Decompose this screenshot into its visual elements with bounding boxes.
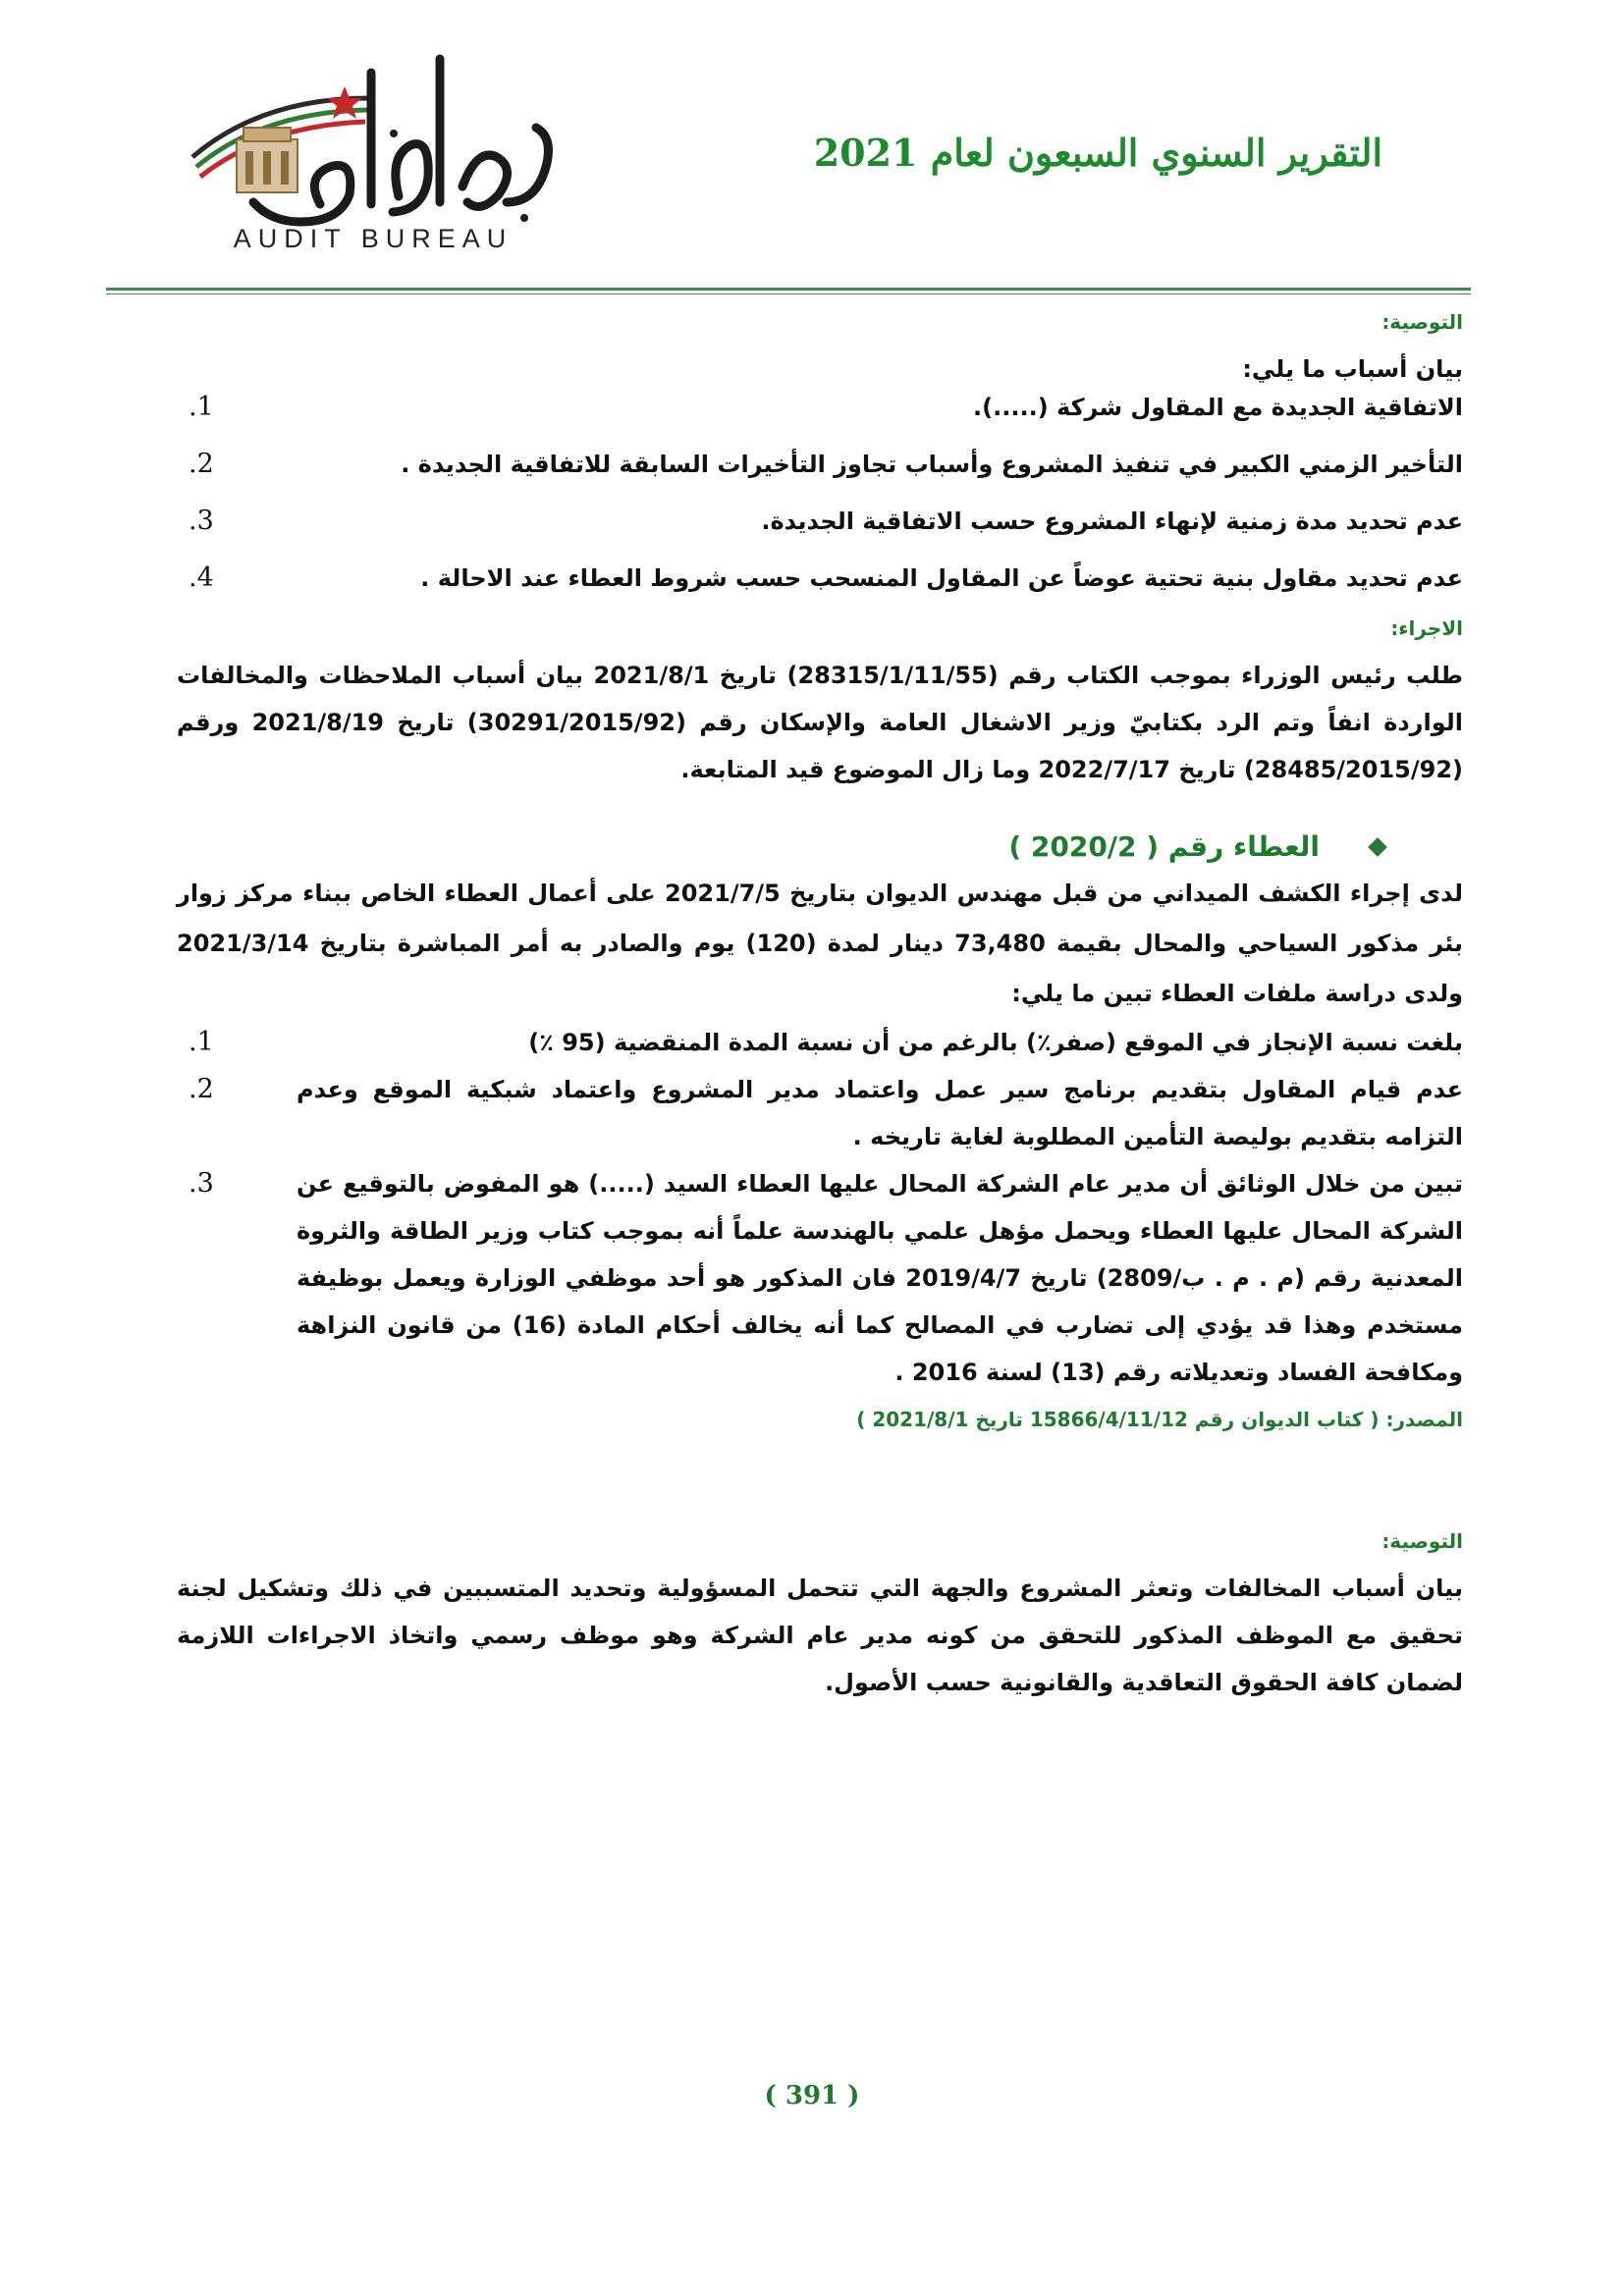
- page-number: ( 391 ): [764, 2081, 860, 2110]
- action-paragraph: طلب رئيس الوزراء بموجب الكتاب رقم (28315/1/11/55) تاريخ 2021/8/1 بيان أسباب الملاحظات والمخالفات الواردة انفاً وتم الرد بكتابيّ وزير الاشغال العامة والإسكان رقم (30291/2015/92) تاريخ 2021/8/19 ورقم (28485/2015/92) تاريخ 2022/7/17 وما زال الموضوع قيد المتابعة.: [177, 662, 1464, 783]
- list-item-text: بلغت نسبة الإنجاز في الموقع (صفر٪) بالرغم من أن نسبة المدة المنقضية (95 ٪): [528, 1029, 1463, 1056]
- list-item-text: تبين من خلال الوثائق أن مدير عام الشركة المحال عليها العطاء السيد (.....) هو المفوض بالتوقيع عن الشركة المحال عليها العطاء ويحمل مؤهل علمي بالهندسة علماً أنه بموجب كتاب وزير الطاقة والثروة المعدنية رقم (م . م . ب/2809) تاريخ 2019/4/7 فان المذكور هو أحد موظفي الوزارة ويعمل بوظيفة مستخدم وهذا قد يؤدي إلى تضارب في المصالح كما أنه يخالف أحكام المادة (16) من قانون النزاهة ومكافحة الفساد وتعديلاته رقم (13) لسنة 2016 .: [297, 1170, 1464, 1386]
- diamond-bullet-icon: [1368, 837, 1387, 857]
- recommendation-label: التوصية:: [1381, 1529, 1463, 1553]
- list-item-number: 3.: [189, 1168, 214, 1199]
- recommendation-paragraph: بيان أسباب المخالفات وتعثر المشروع والجهة التي تتحمل المسؤولية وتحديد المتسببين في ذلك وتشكيل لجنة تحقيق مع الموظف المذكور للتحقق من كونه مدير عام الشركة وهو موظف رسمي واتخاذ الاجراءات اللازمة لضمان كافة الحقوق التعاقدية والقانونية حسب الأصول.: [177, 1575, 1463, 1696]
- list-item-text: عدم قيام المقاول بتقديم برنامج سير عمل واعتماد مدير المشروع واعتماد شبكية الموقع وعدم التزامه بتقديم بوليصة التأمين المطلوبة لغاية تاريخه .: [297, 1076, 1463, 1150]
- recommendation-list: [177, 389, 1463, 597]
- building-emblem-icon: [237, 128, 298, 192]
- list-item-number: 2.: [189, 449, 214, 479]
- list-item: [177, 446, 1463, 483]
- report-title: التقرير السنوي السبعون لعام 2021: [813, 131, 1382, 175]
- list-item-number: 3.: [189, 506, 214, 536]
- list-item-number: 1.: [189, 1027, 214, 1057]
- list-item-text: الاتفاقية الجديدة مع المقاول شركة (.....).: [973, 394, 1463, 421]
- list-item: [177, 1160, 1463, 1396]
- recommendation-lead: بيان أسباب ما يلي:: [1242, 355, 1463, 383]
- list-item-text: عدم تحديد مدة زمنية لإنهاء المشروع حسب الاتفاقية الجديدة.: [761, 507, 1463, 535]
- list-item: [177, 389, 1463, 426]
- header-divider: [106, 288, 1471, 291]
- list-item-number: 4.: [189, 562, 214, 593]
- tender-heading: [177, 830, 1384, 863]
- list-item-text: التأخير الزمني الكبير في تنفيذ المشروع وأسباب تجاوز التأخيرات السابقة للاتفاقية الجديدة .: [401, 451, 1463, 478]
- list-item-number: 2.: [189, 1074, 214, 1104]
- recommendation-label: التوصية:: [1381, 310, 1463, 334]
- list-item: [177, 560, 1463, 597]
- tender-title: العطاء رقم ( 2020/2 ): [1008, 830, 1320, 863]
- list-item: [177, 1019, 1463, 1066]
- list-item: [177, 1066, 1463, 1160]
- tender-findings-list: [177, 1019, 1463, 1396]
- action-label: الاجراء:: [1390, 616, 1463, 640]
- source-note: المصدر: ( كتاب الديوان رقم 15866/4/11/12 تاريخ 2021/8/1 ): [856, 1408, 1463, 1431]
- list-item-text: عدم تحديد مقاول بنية تحتية عوضاً عن المقاول المنسحب حسب شروط العطاء عند الاحالة .: [420, 564, 1463, 592]
- logo-english-caption: AUDIT BUREAU: [233, 224, 514, 253]
- list-item: [177, 503, 1463, 540]
- page-content: [177, 306, 1463, 1706]
- tender-intro: لدى إجراء الكشف الميداني من قبل مهندس الديوان بتاريخ 2021/7/5 على أعمال العطاء الخاص ببناء مركز زوار بئر مذكور السياحي والمحال بقيمة 73,480 دينار لمدة (120) يوم والصادر به أمر المباشرة بتاريخ 2021/3/14 ولدى دراسة ملفات العطاء تبين ما يلي:: [177, 880, 1464, 1007]
- list-item-number: 1.: [189, 392, 214, 422]
